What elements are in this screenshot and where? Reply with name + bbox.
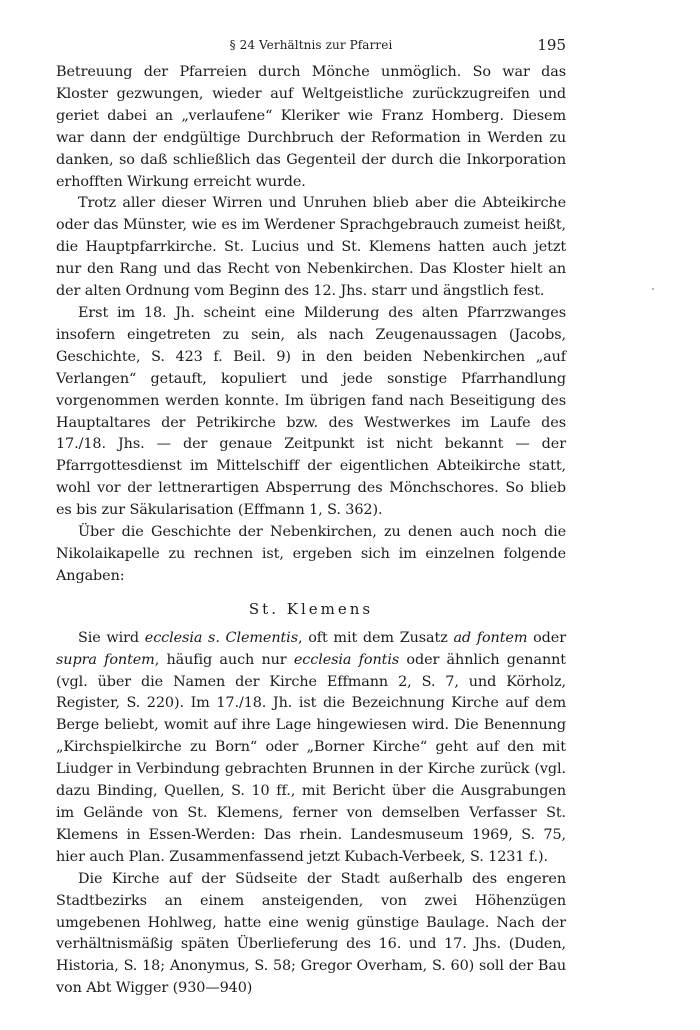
section-heading: St. Klemens [248,599,374,618]
paragraph: Erst im 18. Jh. scheint eine Milderung des alten Pfarrzwanges insofern eingetreten zu sein, als nach Zeugenaussagen (Jacobs, Geschichte, S. 423 f. Beil. 9) in den beiden Nebenkirchen „auf Verlangen“ getauft, kopuliert und jede sonstige Pfarrhandlung vorgenommen werden konnte. Im übrigen fand nach Beseitigung des Hauptaltares der Petrikirche bzw. des Westwerkes im Laufe des 17./18. Jhs. — der genaue Zeitpunkt ist nicht bekannt — der Pfarrgottesdienst im Mittelschiff der eigentlichen Abteikirche statt, wohl vor der lettnerartigen Absperrung des Mönchschores. So blieb es bis zur Säkularisation (Effmann 1, S. 362). [56,304,566,519]
scan-speck [652,288,654,290]
latin-term: supra fontem [56,651,155,668]
latin-term: ecclesia fontis [293,651,400,668]
running-head [56,36,566,58]
paragraph: Betreuung der Pfarreien durch Mönche unmöglich. So war das Kloster gezwungen, wieder auf Weltgeistliche zurückzugreifen und geriet dabei an „verlaufene“ Kleriker wie Franz Homberg. Diesem war dann der endgültige Durchbruch der Reformation in Werden zu danken, so daß schließlich das Gegenteil der durch die Inkorporation erhofften Wirkung erreicht wurde. [56,64,566,190]
paragraph: Über die Geschichte der Nebenkirchen, zu denen auch noch die Nikolaikapelle zu rechnen ist, ergeben sich im einzelnen folgende Angaben: [56,524,566,584]
paragraph: Die Kirche auf der Südseite der Stadt außerhalb des engeren Stadtbezirks an einem ansteigenden, von zwei Höhenzügen umgebenen Hohlweg, hatte eine wenig günstige Baulage. Nach der verhältnismäßig späten Überlieferung des 16. und 17. Jhs. (Duden, Historia, S. 18; Anonymus, S. 58; Gregor Overham, S. 60) soll der Bau von Abt Wigger (930—940) [56,870,566,997]
book-page [56,36,566,1000]
text-run: , oft mit dem Zusatz [297,629,454,646]
running-title: § 24 Verhältnis zur Pfarrei [229,38,393,52]
paragraph: Trotz aller dieser Wirren und Unruhen blieb aber die Abteikirche oder das Münster, wie es im Werdener Sprachgebrauch zumeist heißt, die Hauptpfarrkirche. St. Lucius und St. Klemens hatten auch jetzt nur den Rang und das Recht von Nebenkirchen. Das Kloster hielt an der alten Ordnung vom Beginn des 12. Jhs. starr und ängstlich fest. [56,195,566,300]
latin-term: ecclesia s. Clementis [144,629,298,646]
paragraph-klemens-names [56,628,566,869]
text-run: oder [527,629,566,646]
text-run: oder ähnlich genannt (vgl. über die Namen der Kirche Effmann 2, S. 7, und Körholz, Register, S. 220). Im 17./18. Jh. ist die Bezeichnung Kirche auf dem Berge beliebt, womit auf ihre Lage hingewiesen wird. Die Benennung „Kirchspielkirche zu Born“ oder „Borner Kirche“ geht auf den mit Liudger in Verbindung gebrachten Brunnen in der Kirche zurück (vgl. dazu Binding, Quellen, S. 10 ff., mit Bericht über die Ausgrabungen im Gelände von St. Klemens, ferner von demselben Verfasser St. Klemens in Essen-Werden: Das rhein. Landesmuseum 1969, S. 75, hier auch Plan. Zusammenfassend jetzt Kubach-Verbeek, S. 1231 f.). [56,651,566,865]
text-run: Sie wird [78,629,145,646]
latin-term: ad fontem [453,629,528,646]
page-number: 195 [537,36,566,54]
text-run: , häufig auch nur [154,651,294,668]
